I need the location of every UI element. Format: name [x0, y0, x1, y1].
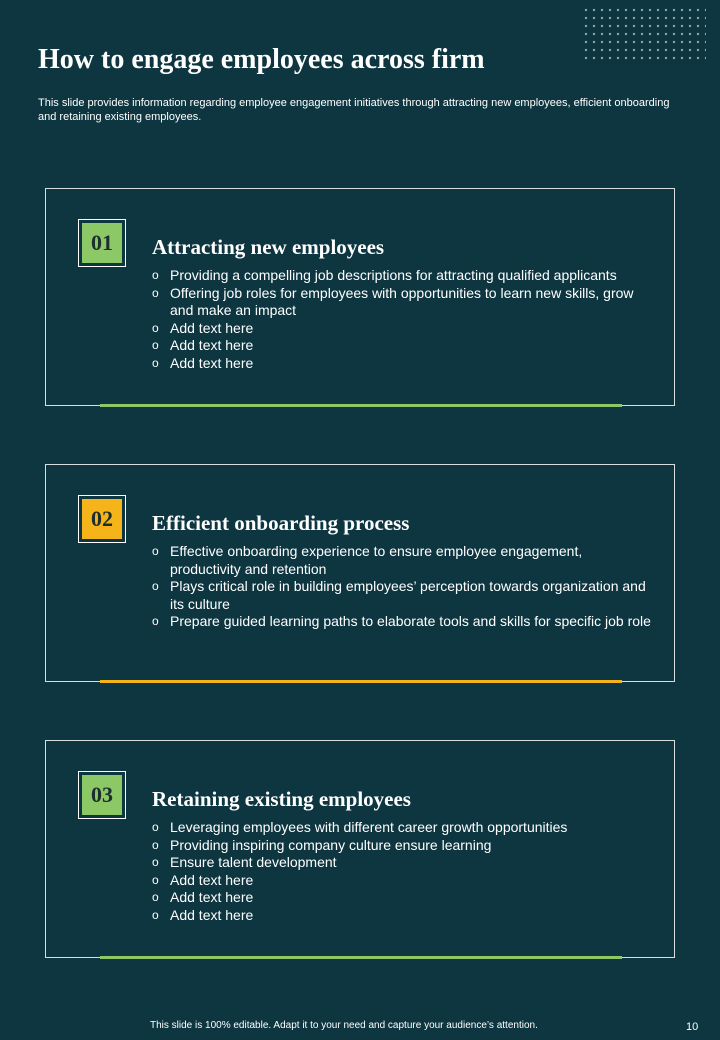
page-subtitle: This slide provides information regarding employee engagement initiatives through attracting new employees, efficient onboarding and retaining existing employees.	[38, 97, 670, 123]
bullet-text: Prepare guided learning paths to elaborate tools and skills for specific job role	[170, 613, 651, 629]
decorative-dot-grid	[582, 6, 706, 62]
bullet-item	[152, 837, 652, 855]
bullet-marker: o	[152, 355, 159, 370]
bullet-item	[152, 872, 652, 890]
bullet-text: Offering job roles for employees with opportunities to learn new skills, grow and make an impact	[170, 284, 634, 318]
bullet-marker: o	[152, 837, 159, 852]
page-title: How to engage employees across firm	[38, 44, 485, 75]
bullet-text: Plays critical role in building employees’ perception towards organization and its culture	[170, 578, 646, 612]
number-badge	[78, 771, 126, 819]
bullet-text: Add text here	[170, 871, 254, 888]
bullet-text: Add text here	[170, 319, 254, 336]
bullet-item	[152, 320, 652, 338]
page-number: 10	[686, 1021, 699, 1033]
bullet-marker: o	[152, 614, 159, 628]
bullet-marker: o	[152, 579, 159, 593]
bullet-text: Providing a compelling job descriptions for attracting qualified applicants	[170, 267, 617, 283]
bullet-marker: o	[152, 890, 159, 904]
card-title: Attracting new employees	[152, 235, 385, 259]
bullet-item	[152, 578, 652, 613]
number-badge-label: 03	[82, 775, 122, 815]
bullet-text: Leveraging employees with different career growth opportunities	[170, 819, 568, 835]
bullet-item	[152, 819, 652, 837]
bullet-item	[152, 355, 652, 373]
bullet-item	[152, 889, 652, 907]
bullet-marker: o	[152, 544, 159, 558]
card-accent-underline	[100, 404, 622, 407]
bullet-item	[152, 907, 652, 925]
card-title: Retaining existing employees	[152, 787, 411, 811]
bullet-marker: o	[152, 872, 159, 887]
bullet-marker: o	[152, 855, 159, 869]
bullet-item	[152, 543, 652, 578]
card-title: Efficient onboarding process	[152, 511, 410, 535]
bullet-text: Effective onboarding experience to ensure employee engagement, productivity and retention	[170, 543, 583, 577]
card-efficient-onboarding-process	[45, 464, 675, 682]
bullet-list	[152, 543, 652, 631]
bullet-text: Ensure talent development	[170, 854, 337, 870]
bullet-marker: o	[152, 285, 159, 300]
footer-note: This slide is 100% editable. Adapt it to your need and capture your audience’s attention.	[150, 1020, 538, 1031]
bullet-text: Add text here	[170, 906, 254, 923]
bullet-text: Add text here	[170, 889, 254, 905]
bullet-text: Add text here	[170, 354, 254, 371]
bullet-list	[152, 267, 652, 372]
bullet-marker: o	[152, 338, 159, 352]
bullet-text: Providing inspiring company culture ensure learning	[170, 836, 492, 853]
bullet-item	[152, 613, 652, 631]
bullet-item	[152, 285, 652, 320]
card-attracting-new-employees	[45, 188, 675, 406]
card-retaining-existing-employees	[45, 740, 675, 958]
bullet-marker: o	[152, 907, 159, 922]
number-badge-label: 01	[82, 223, 122, 263]
bullet-item	[152, 267, 652, 285]
bullet-marker: o	[152, 320, 159, 335]
card-accent-underline	[100, 956, 622, 959]
bullet-marker: o	[152, 268, 159, 282]
bullet-item	[152, 854, 652, 872]
bullet-marker: o	[152, 820, 159, 834]
bullet-item	[152, 337, 652, 355]
bullet-text: Add text here	[170, 337, 254, 353]
number-badge-label: 02	[82, 499, 122, 539]
card-accent-underline	[100, 680, 622, 683]
number-badge	[78, 495, 126, 543]
bullet-list	[152, 819, 652, 924]
number-badge	[78, 219, 126, 267]
